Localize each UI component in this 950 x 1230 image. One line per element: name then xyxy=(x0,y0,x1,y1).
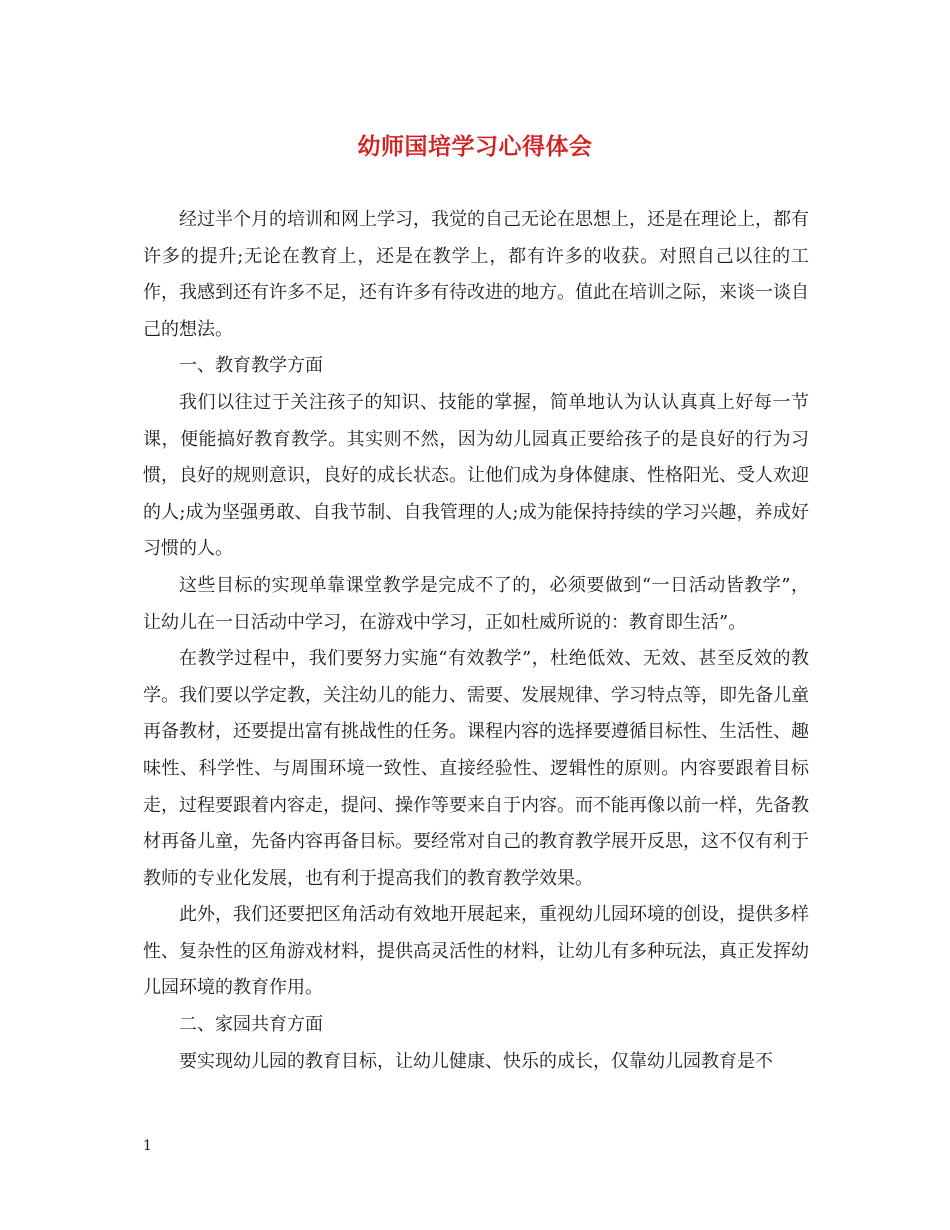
paragraph-home-school: 要实现幼儿园的教育目标，让幼儿健康、快乐的成长，仅靠幼儿园教育是不 xyxy=(179,1050,773,1072)
document-title: 幼师国培学习心得体会 xyxy=(357,133,593,160)
paragraph-effective-teaching: 在教学过程中，我们要努力实施“有效教学”，杜绝低效、无效、甚至反效的教学。我们要以学定教，关注幼儿的能力、需要、发展规律、学习特点等，即先备儿童再备教材，还要提出富有挑战性的任务。课程内容的选择要遵循目标性、生活性、趣味性、科学性、与周围环境一致性、直接经验性、逻辑性的原则。内容要跟着目标走，过程要跟着内容走，提问、操作等要来自于内容。而不能再像以前一样，先备教材再备儿童，先备内容再备目标。要经常对自己的教育教学展开反思，这不仅有利于教师的专业化发展，也有利于提高我们的教育教学效果。 xyxy=(143,648,809,889)
document-body xyxy=(143,202,809,1080)
section-heading-teaching: 一、教育教学方面 xyxy=(179,355,323,377)
paragraph-daily-activities: 这些目标的实现单靠课堂教学是完成不了的，必须要做到“一日活动皆教学”，让幼儿在一日活动中学习，在游戏中学习，正如杜威所说的：教育即生活”。 xyxy=(143,574,809,633)
paragraph-corner-activities: 此外，我们还要把区角活动有效地开展起来，重视幼儿园环境的创设，提供多样性、复杂性的区角游戏材料，提供高灵活性的材料，让幼儿有多种玩法，真正发挥幼儿园环境的教育作用。 xyxy=(143,904,809,999)
page-number: 1 xyxy=(143,1138,152,1154)
paragraph-teaching-goals: 我们以往过于关注孩子的知识、技能的掌握，简单地认为认认真真上好每一节课，便能搞好教育教学。其实则不然，因为幼儿园真正要给孩子的是良好的行为习惯，良好的规则意识，良好的成长状态。让他们成为身体健康、性格阳光、受人欢迎的人;成为坚强勇敢、自我节制、自我管理的人;成为能保持持续的学习兴趣，养成好习惯的人。 xyxy=(143,391,809,560)
paragraph-intro: 经过半个月的培训和网上学习，我觉的自己无论在思想上，还是在理论上，都有许多的提升;无论在教育上，还是在教学上，都有许多的收获。对照自己以往的工作，我感到还有许多不足，还有许多有待改进的地方。值此在培训之际，来谈一谈自己的想法。 xyxy=(143,209,809,340)
section-heading-home-school: 二、家园共育方面 xyxy=(179,1014,323,1036)
